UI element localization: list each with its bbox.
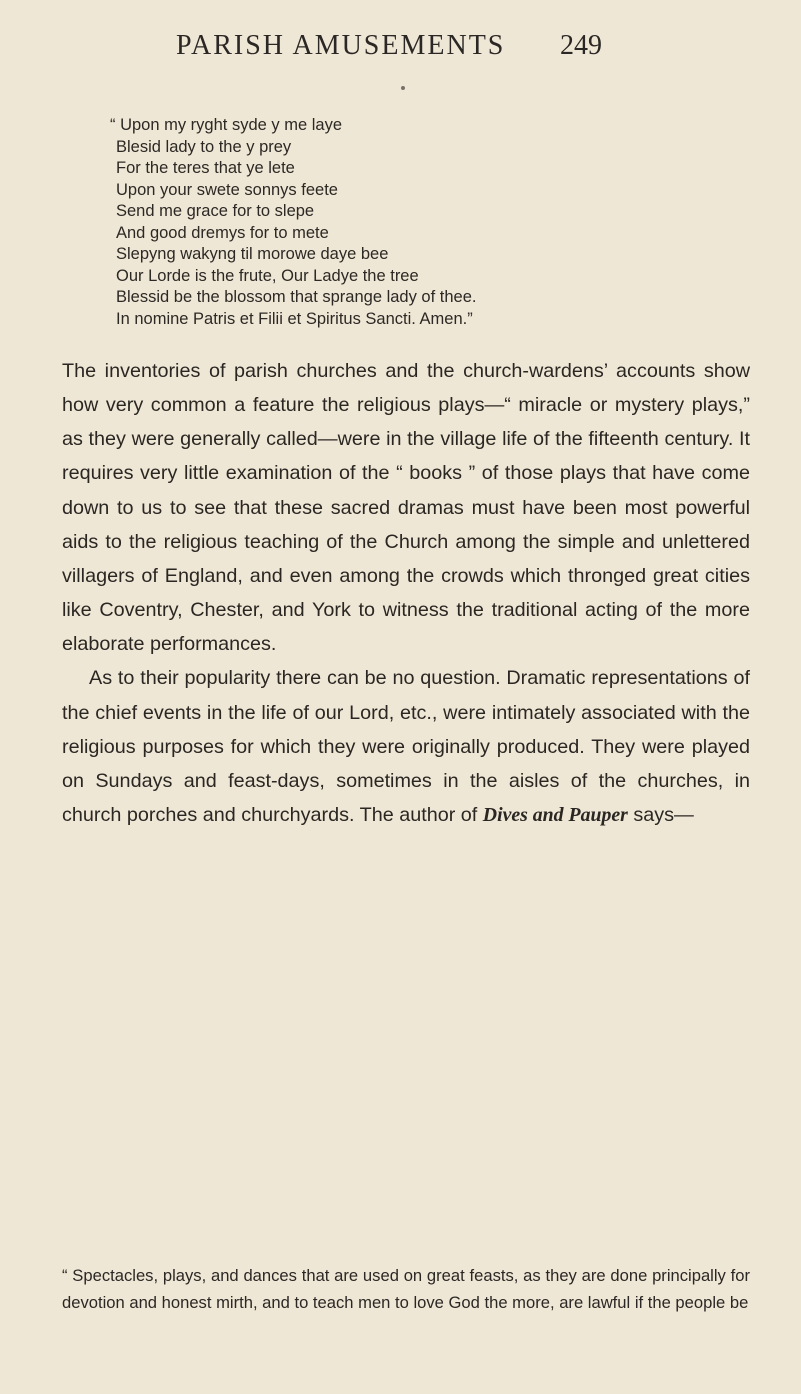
print-speck <box>401 86 405 90</box>
verse-line: Blesid lady to the y prey <box>116 137 292 156</box>
verse-line: For the teres that ye lete <box>116 159 295 177</box>
page-number: 249 <box>560 30 602 61</box>
verse-line: And good dremys for to mete <box>116 223 329 242</box>
verse-prayer <box>110 115 756 330</box>
paragraph <box>62 661 750 832</box>
book-title: Dives and Pauper <box>482 804 628 827</box>
paragraph-text: As to their popularity there can be no question. Dramatic representations of the chief events in the life of our Lord, etc., were intimately associated with the religious purposes for which they were originally produced. They were played on Sundays and feast-days, sometimes in the aisles of the churches, in church porches and churchyards. The author of <box>62 667 750 827</box>
verse-line: Send me grace for to slepe <box>116 202 315 220</box>
body-text <box>62 354 750 832</box>
verse-line: In nomine Patris et Filii et Spiritus Sancti. Amen.” <box>116 309 473 328</box>
paragraph-text: says— <box>633 804 694 827</box>
verse-line: Our Lorde is the frute, Our Ladye the tree <box>116 266 419 285</box>
page-header <box>0 30 801 70</box>
verse-line: Upon your swete sonnys feete <box>116 180 338 199</box>
verse-line: “ Upon my ryght syde y me laye <box>110 116 342 134</box>
verse-line: Blessid be the blossom that sprange lady of thee. <box>116 288 477 306</box>
paragraph: The inventories of parish churches and the church-wardens’ accounts show how very common a feature the religious plays—“ miracle or mystery plays,” as they were generally called—were in the village life of the fifteenth century. It requires very little examination of the “ books ” of those plays that have come down to us to see that these sacred dramas must have been most powerful aids to the religious teaching of the Church among the simple and unlettered villagers of England, and even among the crowds which thronged great cities like Coventry, Chester, and York to witness the traditional acting of the more elaborate performances. <box>62 360 750 656</box>
verse-line: Slepyng wakyng til morowe daye bee <box>116 245 389 263</box>
running-title: PARISH AMUSEMENTS <box>176 30 506 61</box>
block-quote: “ Spectacles, plays, and dances that are used on great feasts, as they are done principally for devotion and honest mirth, and to teach men to love God the more, are lawful if the people be <box>62 1266 750 1312</box>
